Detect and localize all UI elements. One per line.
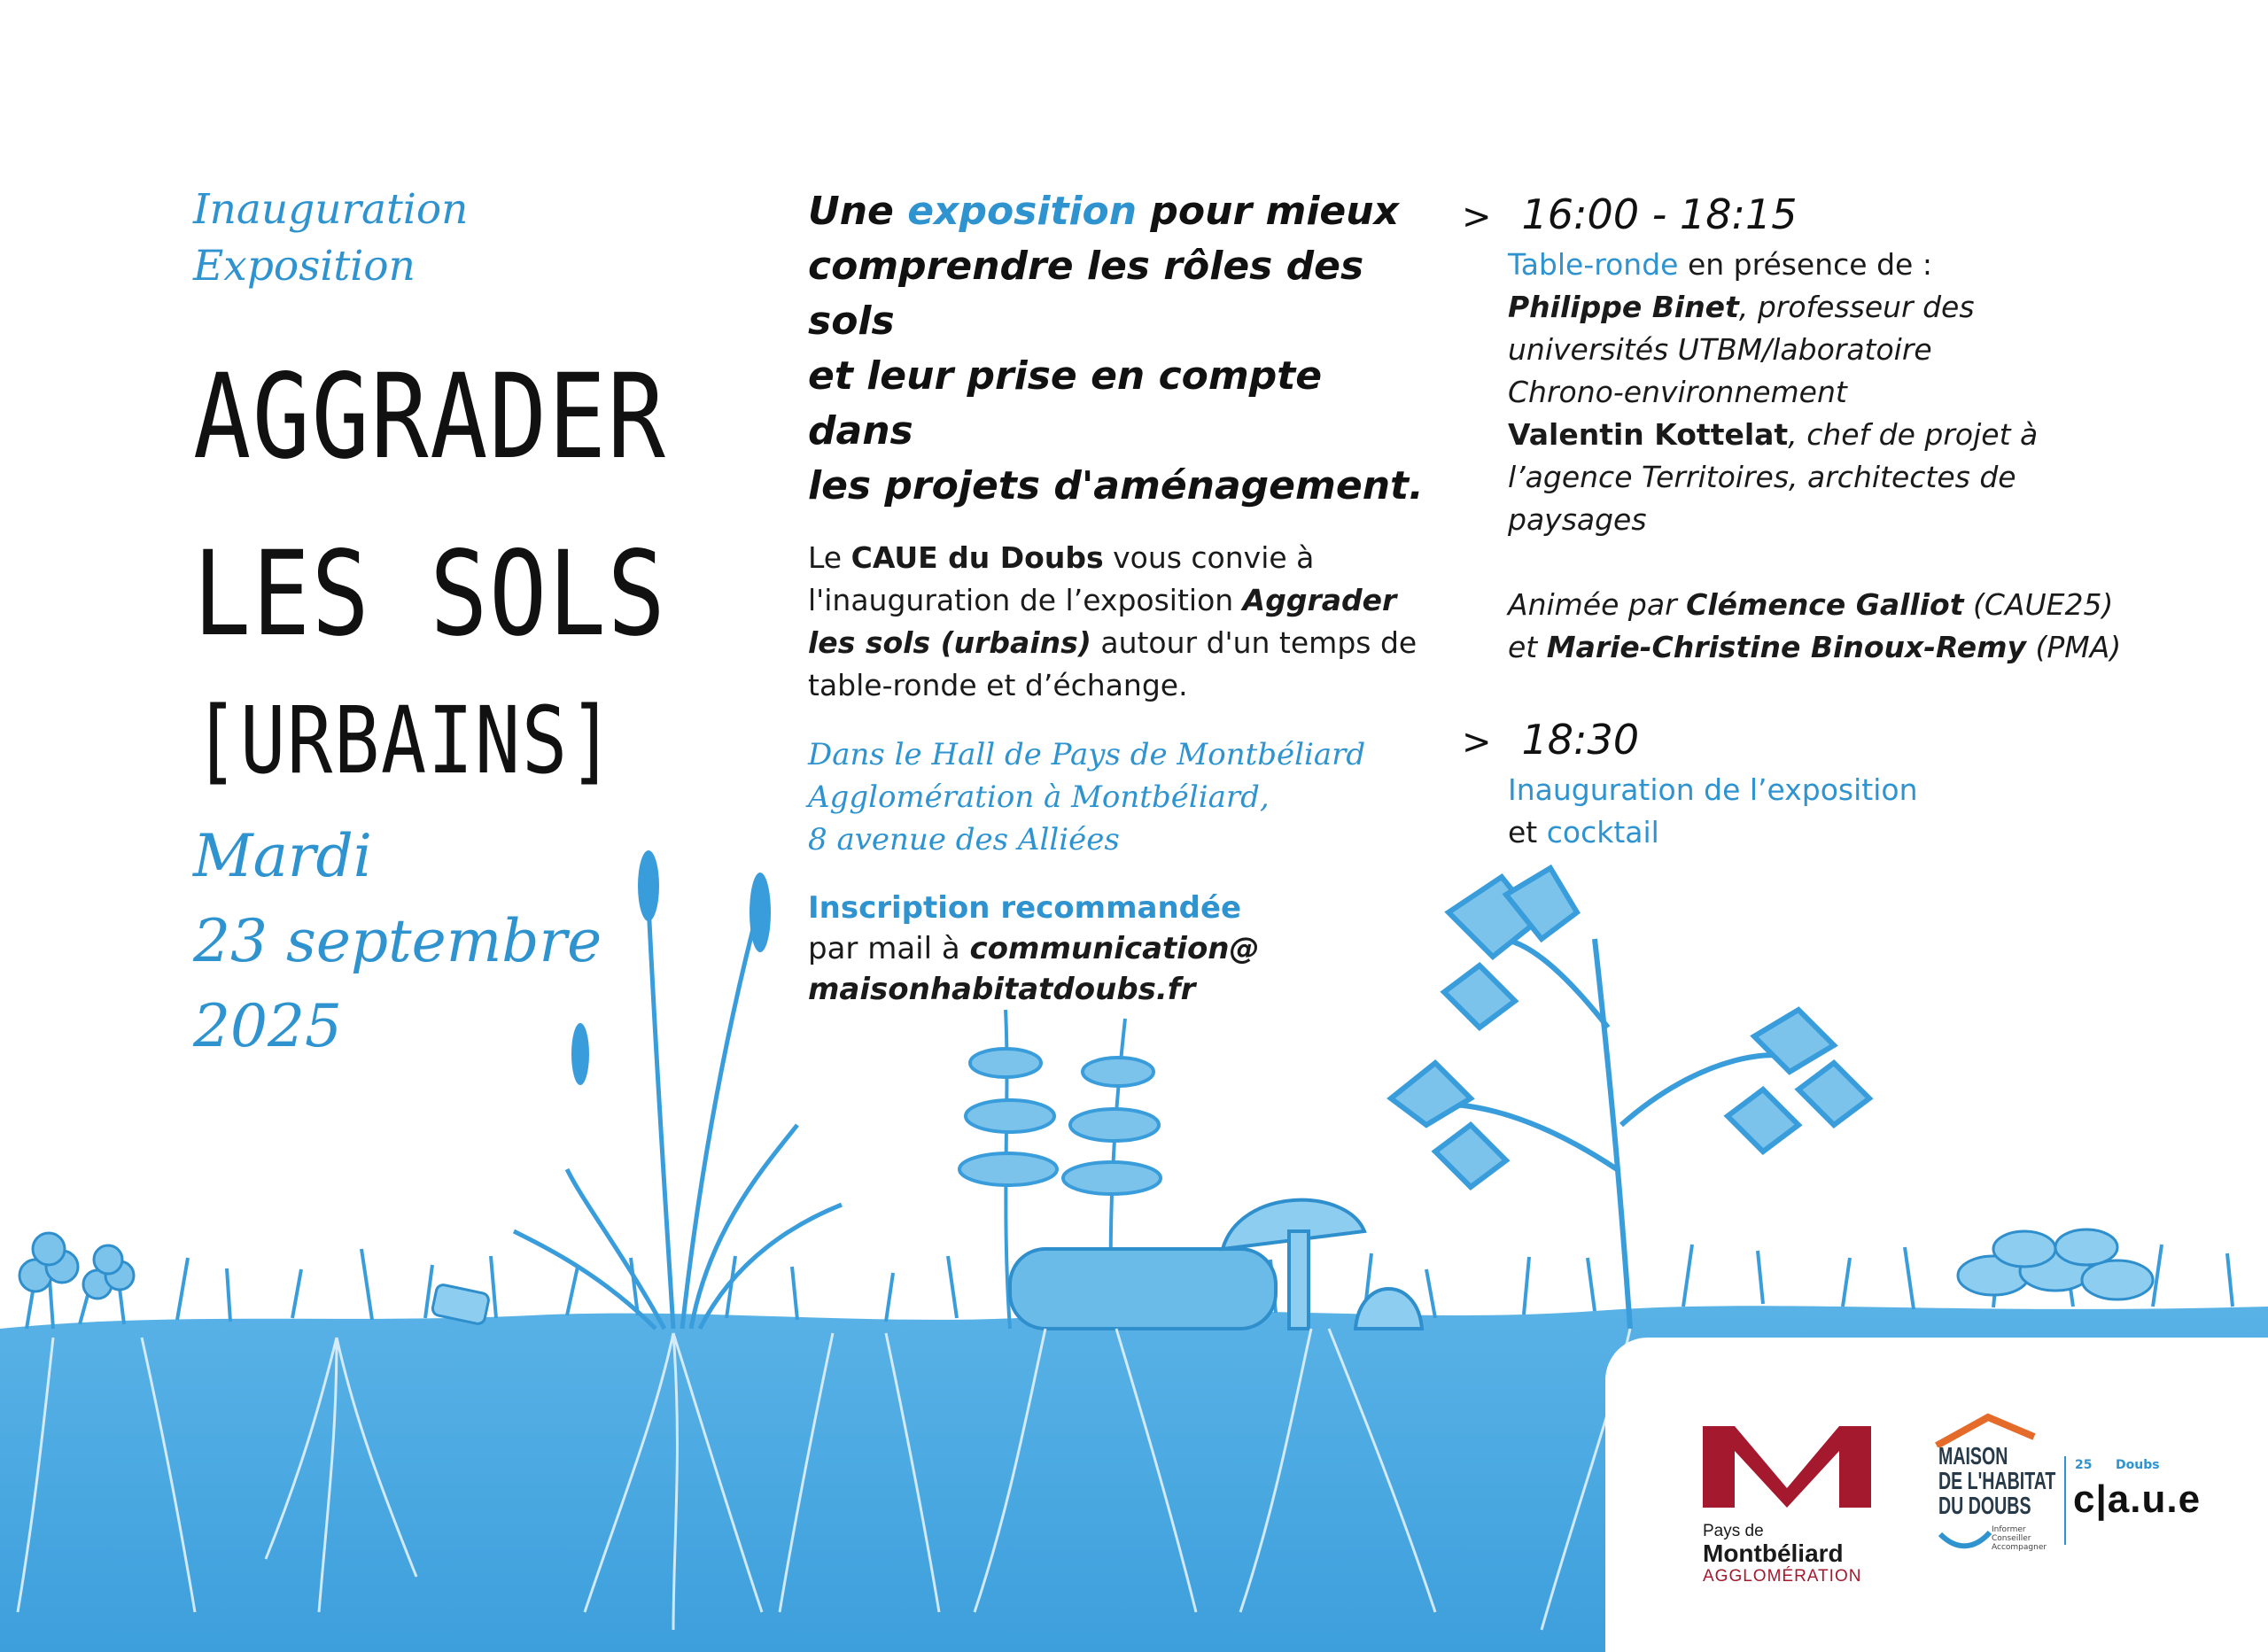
exhibition-title: Aggrader les sols (urbains) [808, 583, 1397, 660]
chevron-right-icon: > [1462, 197, 1492, 237]
email-domain[interactable]: maisonhabitatdoubs.fr [808, 972, 1196, 1007]
headline-line-4: les projets d'aménagement. [808, 463, 1424, 508]
title-line-1: AGGRADER [193, 349, 667, 485]
cocktail-label: cocktail [1546, 815, 1659, 849]
roundtable-label: Table-ronde [1508, 247, 1679, 282]
program-column [1462, 188, 2135, 854]
date-year: 2025 [193, 992, 342, 1060]
pma-m-icon [1703, 1426, 1871, 1508]
title-line-3: [URBAINS] [193, 686, 616, 795]
wave-icon [1938, 1529, 1992, 1552]
time-slot-2: > 18:30 [1462, 716, 1640, 764]
inauguration-details: Inauguration de l’exposition et cocktail [1508, 772, 1918, 849]
headline-line-2: comprendre les rôles des sols [808, 244, 1364, 344]
event-date [193, 814, 760, 1069]
headline-line-1: Une exposition pour mieux [808, 189, 1399, 234]
headline-line-3: et leur prise en compte dans [808, 353, 1323, 454]
chevron-right-icon: > [1462, 722, 1492, 763]
pma-logo: Pays de Montbéliard AGGLOMÉRATION [1703, 1426, 1889, 1587]
organizer-name: CAUE du Doubs [850, 540, 1104, 575]
middle-column [808, 184, 1428, 1010]
log [1010, 1249, 1276, 1329]
headline [808, 184, 1428, 514]
clover [19, 1233, 134, 1299]
registration: Inscription recommandée par mail à communication@ maisonhabitatdoubs.fr [808, 888, 1428, 1010]
headline-accent: exposition [907, 189, 1138, 234]
roundtable-details: Table-ronde en présence de : Philippe Binet, professeur des universités UTBM/laboratoire Chrono-environnement Valentin Kottelat, chef de projet à l’agence Territoires, architectes de paysages Animée par Clémence Galliot (CAUE25) et Marie-Christine Binoux-Remy (PMA) [1508, 247, 2122, 664]
moderator-1-name: Clémence Galliot [1686, 587, 1964, 622]
invitation-paragraph: Le CAUE du Doubs vous convie à l'inauguration de l’exposition Aggrader les sols (urbains) autour d'un temps de table-ronde et d’échange. [808, 540, 1418, 702]
location: Dans le Hall de Pays de Montbéliard Agglomération à Montbéliard, 8 avenue des Alliées [808, 737, 1366, 857]
email-link[interactable]: communication@ [969, 931, 1260, 966]
speaker-2-name: Valentin Kottelat [1508, 417, 1789, 452]
time-slot-1: > 16:00 - 18:15 [1462, 190, 1798, 238]
registration-heading: Inscription recommandée [808, 890, 1242, 926]
inscription-line-1: Inauguration [193, 185, 469, 234]
maison-habitat-logo: MAISON DE L'HABITAT DU DOUBS Informer Conseiller Accompagner [1938, 1444, 2045, 1552]
date-day: Mardi [193, 822, 372, 890]
inscription-line-2: Exposition [193, 242, 416, 291]
partner-logos: Pays de Montbéliard AGGLOMÉRATION MAISON DE L'HABITAT DU DOUBS Informer Conseiller Accompagner 25 Doubs c|a.u.e [1605, 1338, 2268, 1652]
date-day-month: 23 septembre [193, 907, 602, 975]
moderator-2-name: Marie-Christine Binoux-Remy [1546, 630, 2027, 664]
speaker-1-name: Philippe Binet [1508, 290, 1739, 324]
sapling [1391, 868, 1869, 1329]
left-column [193, 182, 760, 1069]
title-line-2: LES SOLS [193, 526, 667, 663]
